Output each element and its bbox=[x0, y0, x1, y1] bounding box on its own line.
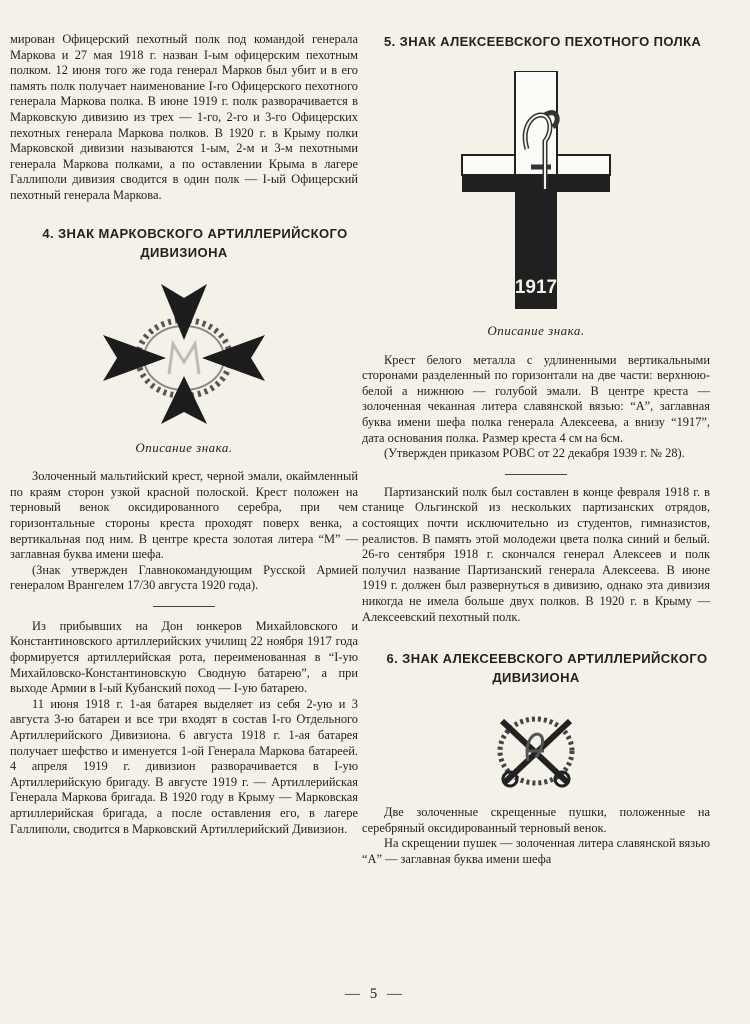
section4-heading-line2: ДИВИЗИОНА bbox=[140, 244, 228, 260]
section6-description-2: На скрещении пушек — золоченная литера славянской вязью “А” — заглавная буква имени шефа bbox=[362, 836, 710, 866]
section5-approval: (Утвержден приказом РОВС от 22 декабря 1939 г. № 28). bbox=[384, 446, 685, 461]
section4-caption: Описание знака. bbox=[135, 439, 233, 455]
section5-description: Крест белого металла с удлиненными вертикальными сторонами разделенный по горизонтали на две части: верхнюю-белой а нижнюю — голубой эмали. В центре креста — золоченная чеканная литера славянской вязью: “А”, заглавная буква имени шефа полка генерала Алексеева, а внизу “1917”, дата основания полка. Размер креста 4 см на 6см. bbox=[362, 352, 710, 445]
section4-history-2: 11 июня 1918 г. 1-ая батарея выделяет из себя 2-ую и 3 августа 3-ю батареи и все три входят в состав I-го Отдельного Артиллерийского Дивизиона. 6 августа 1918 г. 1-ая батарея получает шефство и именуется 1-ой Генерала Маркова батареей. 4 апреля 1919 г. дивизион разворачивается в I-ую Артиллерийскую бригаду. В августе 1919 г. — Артиллерийская Генерала Маркова бригада. В 1920 году в Крыму — Марковская артиллерийская бригада, а после оставления его, в лагере Галлиполи, сводится в Марковский Артиллерийский Дивизион. bbox=[10, 696, 358, 836]
section6-heading bbox=[362, 649, 710, 687]
section6-heading-line1: 6. ЗНАК АЛЕКСЕЕВСКОГО АРТИЛЛЕРИЙСКОГО bbox=[386, 651, 708, 667]
alekseev-cross-image bbox=[461, 71, 611, 309]
section5-heading: 5. ЗНАК АЛЕКСЕЕВСКОГО ПЕХОТНОГО ПОЛКА bbox=[384, 34, 702, 49]
badge-year-label: 1917 bbox=[514, 277, 558, 298]
right-column bbox=[362, 32, 710, 867]
crossed-cannons-image bbox=[488, 705, 584, 795]
section4-history-1: Из прибывших на Дон юнкеров Михайловского и Константиновского артиллерийских училищ 22 ноября 1917 года формируется артиллерийская рота, переименованная в “I-ую Михайловско-Константиновскую Сводную батарею”, а при выходе Армии в I-ый Кубанский поход — I-ую батарею. bbox=[10, 618, 358, 696]
page-number: — 5 — bbox=[345, 986, 405, 1002]
alekseev-artillery-badge bbox=[362, 705, 710, 795]
section4-approval: (Знак утвержден Главнокомандующим Русской Армией генералом Врангелем 17/30 августа 1920 года). bbox=[10, 562, 358, 593]
intro-paragraph: мирован Офицерский пехотный полк под командой генерала Маркова и 27 мая 1918 г. назван I-ым офицерским пехотным полком. 12 июня того же года генерал Марков был убит и в его память полк получает наименование I-го Офицерского пехотного генерала Маркова полка. В июне 1919 г. полк разворачивается в Марковскую дивизию из трех — 1-го, 2-го и 3-го Офицерских пехотных генерала Маркова полков. В 1920 г. в Крыму полки Марковской дивизии называются 1-ым, 2-м и 3-м пехотными генерала Маркова полками, а по оставлении Крыма в лагере Галлиполи дивизия сводится в один полк — I-ый Офицерский пехотный генерала Маркова. bbox=[10, 32, 358, 202]
markov-artillery-badge bbox=[10, 278, 358, 428]
section4-heading bbox=[10, 224, 358, 262]
section4-description: Золоченный мальтийский крест, черной эмали, окаймленный по краям сторон узкой красной полоской. Крест положен на терновый венок оксидированного серебра, при чем горизонтальные стороны креста проходят поверх венка, а вертикальная под ним. В центре креста золотая литера “М” — заглавная буква имени шефа. bbox=[10, 469, 358, 562]
maltese-cross-badge-image bbox=[99, 278, 269, 428]
section6-heading-line2: ДИВИЗИОНА bbox=[492, 670, 580, 686]
alekseev-infantry-badge bbox=[362, 71, 710, 309]
left-column bbox=[10, 32, 358, 837]
section4-heading-line1: 4. ЗНАК МАРКОВСКОГО АРТИЛЛЕРИЙСКОГО bbox=[42, 225, 348, 241]
section6-description: Две золоченные скрещенные пушки, положенные на серебряный оксидированный терновый венок. bbox=[362, 805, 710, 835]
section5-caption: Описание знака. bbox=[487, 323, 585, 338]
section5-history: Партизанский полк был составлен в конце февраля 1918 г. в станице Ольгинской из нескольких партизанских отрядов, состоящих почти исключительно из студентов, гимназистов, реалистов. В память этой молодежи цвета полка синий и белый. 26-го сентября 1918 г. скончался генерал Алексеев и полк получил название Партизанский генерала Алексеева. В июне 1919 г. должен был развернуться в дивизию, однако эта дивизия никогда не имела больше двух полков. В 1920 г. в Крыму — Алексеевский пехотный полк. bbox=[362, 484, 710, 624]
